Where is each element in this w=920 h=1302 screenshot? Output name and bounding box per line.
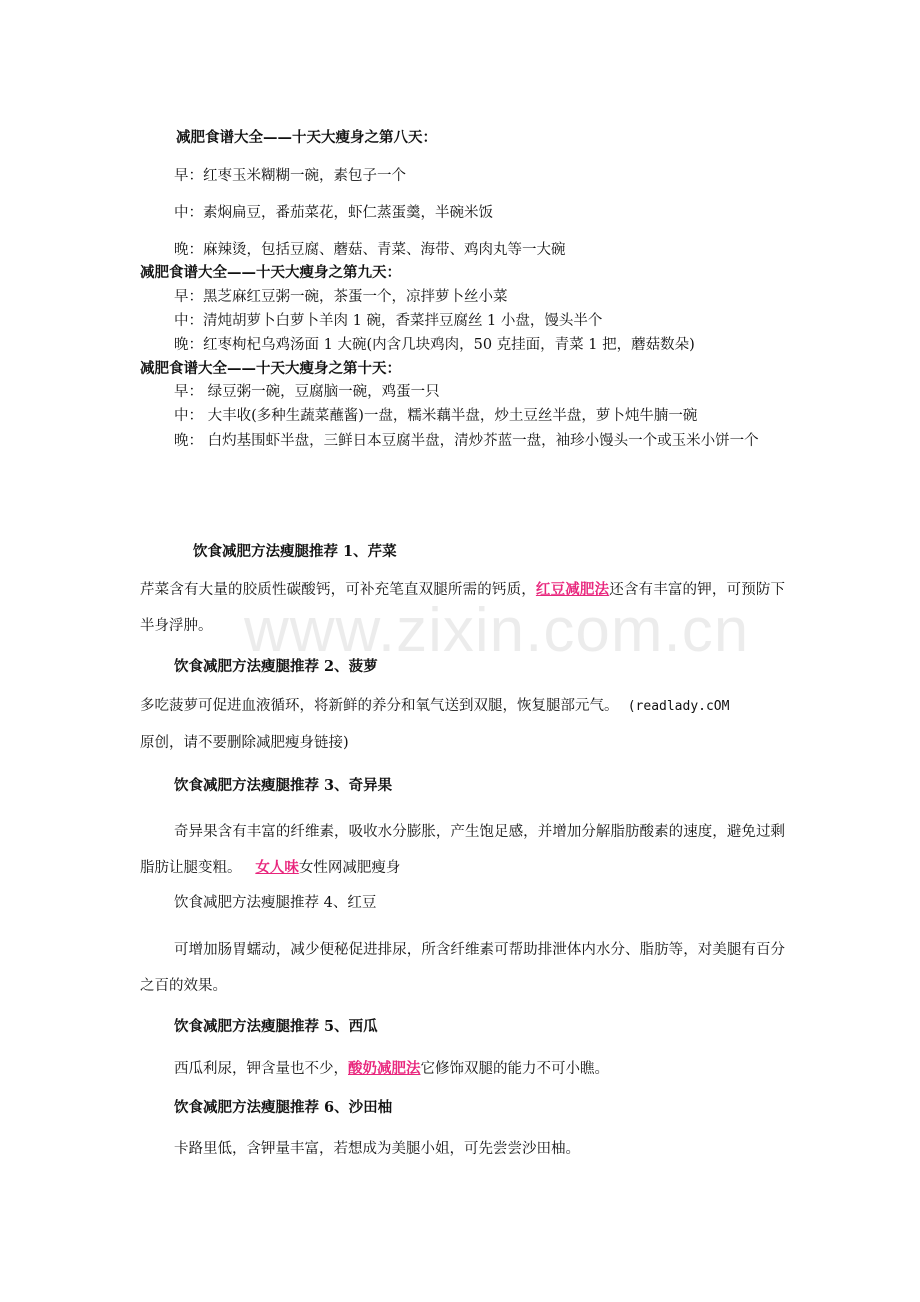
day8-heading: 减肥食谱大全——十天大瘦身之第八天：: [176, 129, 437, 146]
legs-paragraph-6: 卡路里低，含钾量丰富，若想成为美腿小姐，可先尝尝沙田柚。: [174, 1141, 580, 1157]
legs-paragraph-4: 可增加肠胃蠕动，减少便秘促进排尿，所含纤维素可帮助排泄体内水分、脂肪等，对美腿有百分之百的效果。: [140, 942, 785, 994]
day9-heading: 减肥食谱大全——十天大瘦身之第九天：: [140, 264, 401, 281]
link-red-bean-diet[interactable]: 红豆减肥法: [535, 581, 610, 598]
day10-dinner: 晚： 白灼基围虾半盘，三鲜日本豆腐半盘，清炒芥蓝一盘，袖珍小馒头一个或玉米小饼一个: [174, 433, 759, 449]
day9-lunch: 中：清炖胡萝卜白萝卜羊肉 1 碗，香菜拌豆腐丝 1 小盘，馒头半个: [174, 313, 603, 329]
p5-text: 西瓜利尿，钾含量也不少，: [174, 1061, 348, 1077]
legs-heading-6: 饮食减肥方法瘦腿推荐 6、沙田柚: [174, 1099, 393, 1116]
link-nvrenwei[interactable]: 女人味: [255, 859, 299, 876]
legs-heading-1: 饮食减肥方法瘦腿推荐 1、芹菜: [193, 543, 397, 560]
day9-dinner: 晚：红枣枸杞乌鸡汤面 1 大碗(内含几块鸡肉，50 克挂面，青菜 1 把，蘑菇数朵): [174, 337, 695, 353]
day9-breakfast: 早：黑芝麻红豆粥一碗，茶蛋一个，凉拌萝卜丝小菜: [174, 289, 508, 305]
day10-breakfast: 早： 绿豆粥一碗，豆腐脑一碗，鸡蛋一只: [174, 384, 440, 400]
day8-breakfast: 早：红枣玉米糊糊一碗，素包子一个: [174, 168, 406, 184]
p1-text-after: 还含有丰富的钾，可预防下半身浮肿。: [140, 582, 786, 634]
p3-text: 奇异果含有丰富的纤维素，吸收水分膨胀，产生饱足感，并增加分解脂肪酸素的速度，避免过剩脂肪让腿变粗。: [140, 824, 785, 876]
p5-text-after: 它修饰双腿的能力不可小瞧。: [420, 1061, 609, 1077]
legs-heading-2: 饮食减肥方法瘦腿推荐 2、菠萝: [174, 658, 378, 675]
legs-heading-5: 饮食减肥方法瘦腿推荐 5、西瓜: [174, 1018, 378, 1035]
legs-heading-4: 饮食减肥方法瘦腿推荐 4、红豆: [174, 895, 377, 911]
legs-paragraph-2: [140, 688, 785, 761]
legs-paragraph-3: [140, 814, 785, 886]
p2-source: (readlady.cOM: [627, 699, 730, 714]
day10-lunch: 中： 大丰收(多种生蔬菜蘸酱)一盘，糯米藕半盘，炒土豆丝半盘，萝卜炖牛腩一碗: [174, 408, 698, 424]
legs-paragraph-5: [174, 1059, 819, 1079]
day10-heading: 减肥食谱大全——十天大瘦身之第十天：: [140, 360, 401, 377]
p2-text: 多吃菠萝可促进血液循环，将新鲜的养分和氧气送到双腿，恢复腿部元气。: [140, 698, 619, 714]
p2-tail: 原创，请不要删除减肥瘦身链接): [140, 735, 349, 751]
legs-paragraph-1: [140, 572, 785, 644]
link-yogurt-diet[interactable]: 酸奶减肥法: [348, 1060, 421, 1077]
legs-heading-3: 饮食减肥方法瘦腿推荐 3、奇异果: [174, 777, 393, 794]
day8-lunch: 中：素焖扁豆，番茄菜花，虾仁蒸蛋羹，半碗米饭: [174, 205, 493, 221]
p3-text-after: 女性网减肥瘦身: [298, 860, 401, 876]
p1-text: 芹菜含有大量的胶质性碳酸钙，可补充笔直双腿所需的钙质，: [140, 582, 536, 598]
watermark: www.zixin.com.cn: [244, 596, 750, 665]
day8-dinner: 晚：麻辣烫，包括豆腐、蘑菇、青菜、海带、鸡肉丸等一大碗: [174, 242, 566, 258]
